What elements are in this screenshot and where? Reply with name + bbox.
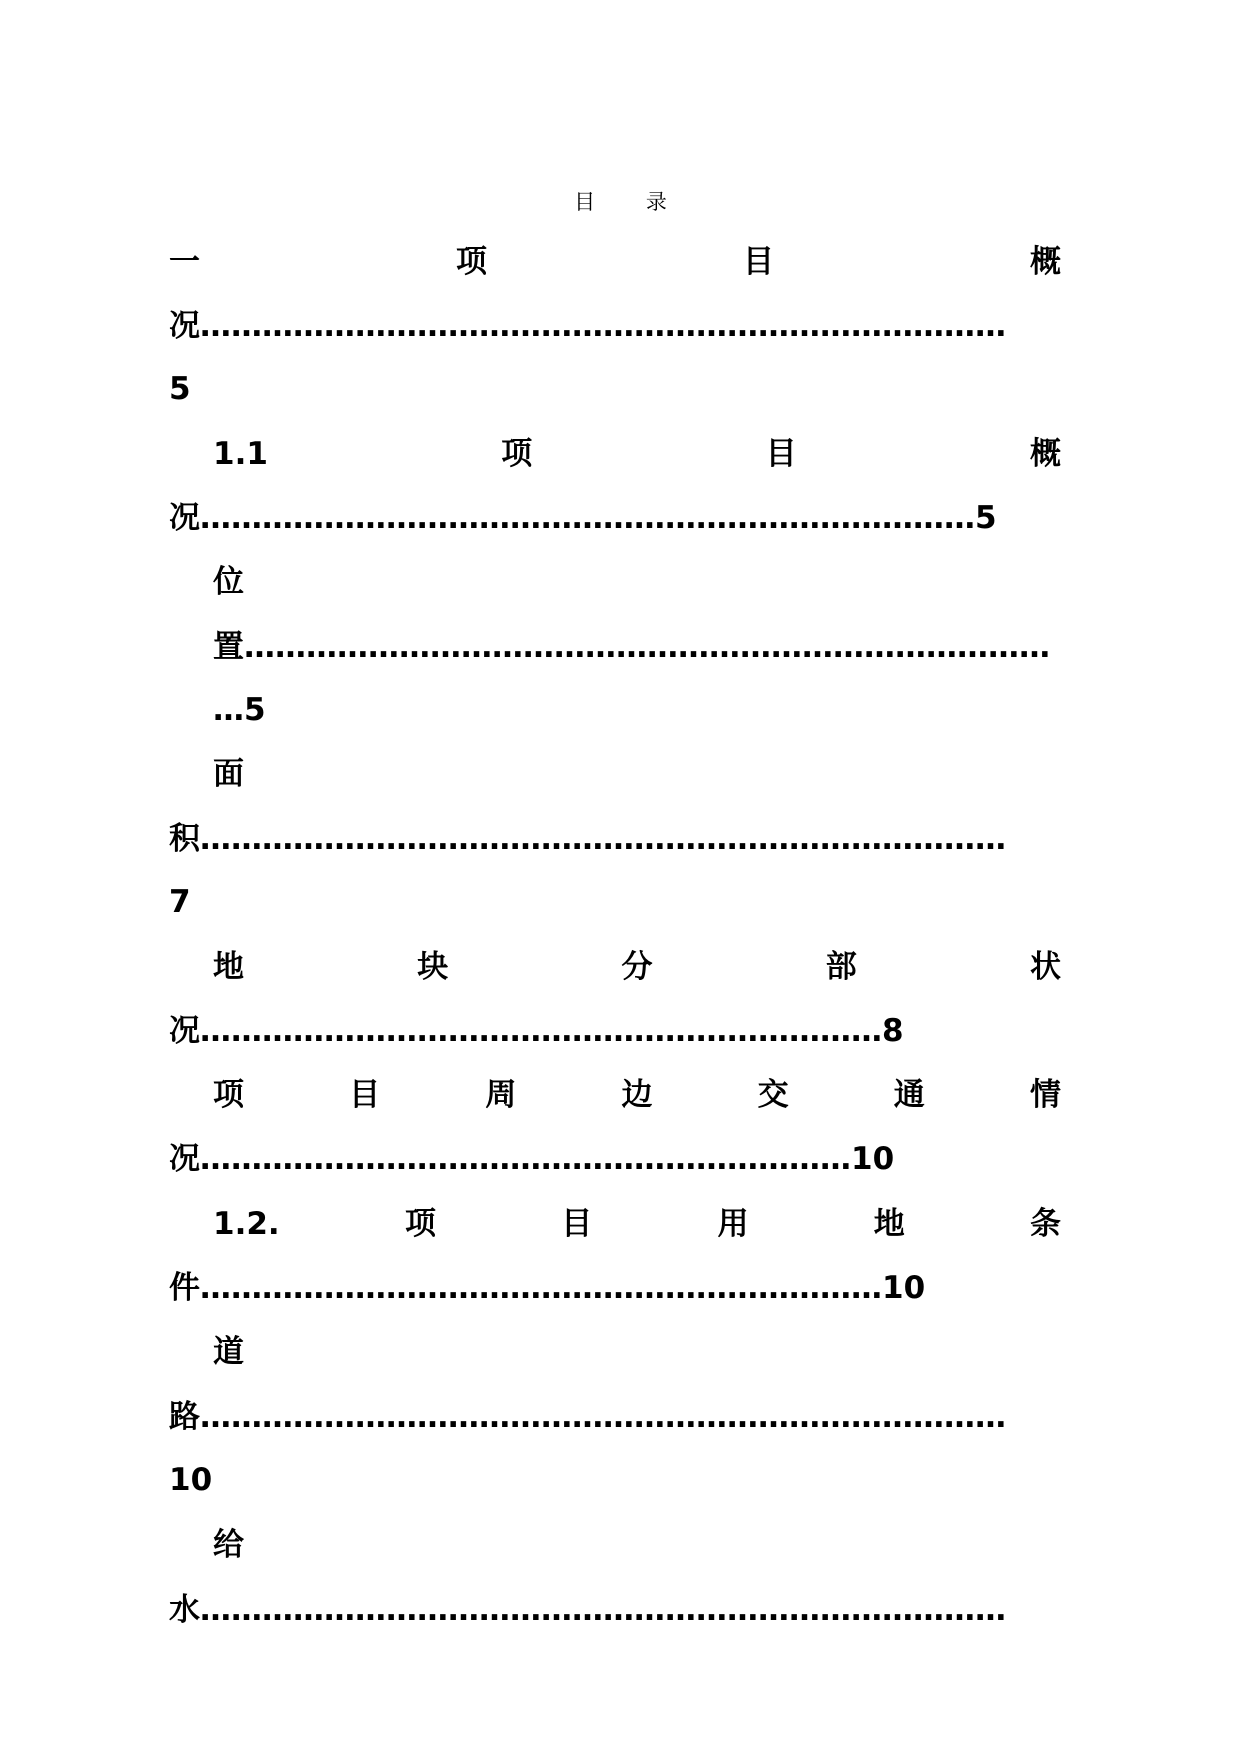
toc-entry-item: 道 <box>213 1334 244 1370</box>
toc-entry-leader: 水…………………………………………………………………… <box>169 1592 1006 1628</box>
toc-entry-leader: 况………………………………………………………10 <box>169 1141 895 1177</box>
toc-char: 概 <box>1030 244 1061 280</box>
toc-entry-item <box>213 1073 1061 1117</box>
toc-char: 分 <box>621 949 653 985</box>
toc-char: 项 <box>213 1077 244 1113</box>
toc-char: 通 <box>893 1077 925 1113</box>
toc-page-number: …5 <box>213 692 266 728</box>
toc-title: 目 录 <box>574 190 689 214</box>
toc-char: 条 <box>1029 1206 1061 1242</box>
toc-entry-leader: 置…………………………………………………………………… <box>213 629 1050 665</box>
toc-char: 项 <box>404 1206 436 1242</box>
toc-char: 概 <box>1030 436 1061 472</box>
toc-char: 块 <box>417 949 449 985</box>
toc-char: 用 <box>717 1206 749 1242</box>
toc-char: 目 <box>743 244 774 280</box>
toc-char: 一 <box>169 244 200 280</box>
toc-char: 状 <box>1030 949 1061 985</box>
toc-char: 目 <box>561 1206 593 1242</box>
toc-entry-leader: 件…………………………………………………………10 <box>169 1270 926 1306</box>
toc-entry-item: 面 <box>213 756 244 792</box>
toc-char: 边 <box>621 1077 653 1113</box>
toc-entry-leader: 积…………………………………………………………………… <box>169 821 1006 857</box>
toc-page-number: 5 <box>169 371 191 407</box>
toc-char: 部 <box>825 949 857 985</box>
toc-char: 1.1 <box>213 436 268 472</box>
toc-char: 1.2. <box>213 1206 280 1242</box>
toc-char: 情 <box>1029 1077 1061 1113</box>
toc-entry-subheading <box>213 432 1061 476</box>
toc-entry-item: 位 <box>213 564 244 600</box>
toc-char: 目 <box>349 1077 381 1113</box>
toc-char: 项 <box>456 244 487 280</box>
toc-entry-leader: 况…………………………………………………………………… <box>169 308 1006 344</box>
toc-entry-leader: 况…………………………………………………………8 <box>169 1013 904 1049</box>
toc-page-number: 7 <box>169 884 191 920</box>
toc-char: 周 <box>485 1077 517 1113</box>
toc-entry-item: 给 <box>213 1527 244 1563</box>
toc-page-number: 10 <box>169 1462 213 1498</box>
toc-entry-leader: 况…………………………………………………………………5 <box>169 500 997 536</box>
toc-entry-subheading <box>213 1202 1061 1246</box>
toc-char: 交 <box>757 1077 789 1113</box>
toc-entry-leader: 路…………………………………………………………………… <box>169 1399 1006 1435</box>
toc-entry-item <box>213 945 1061 989</box>
toc-char: 目 <box>765 436 797 472</box>
toc-char: 地 <box>213 949 244 985</box>
toc-char: 项 <box>501 436 533 472</box>
toc-char: 地 <box>873 1206 905 1242</box>
toc-entry-heading <box>169 240 1061 284</box>
